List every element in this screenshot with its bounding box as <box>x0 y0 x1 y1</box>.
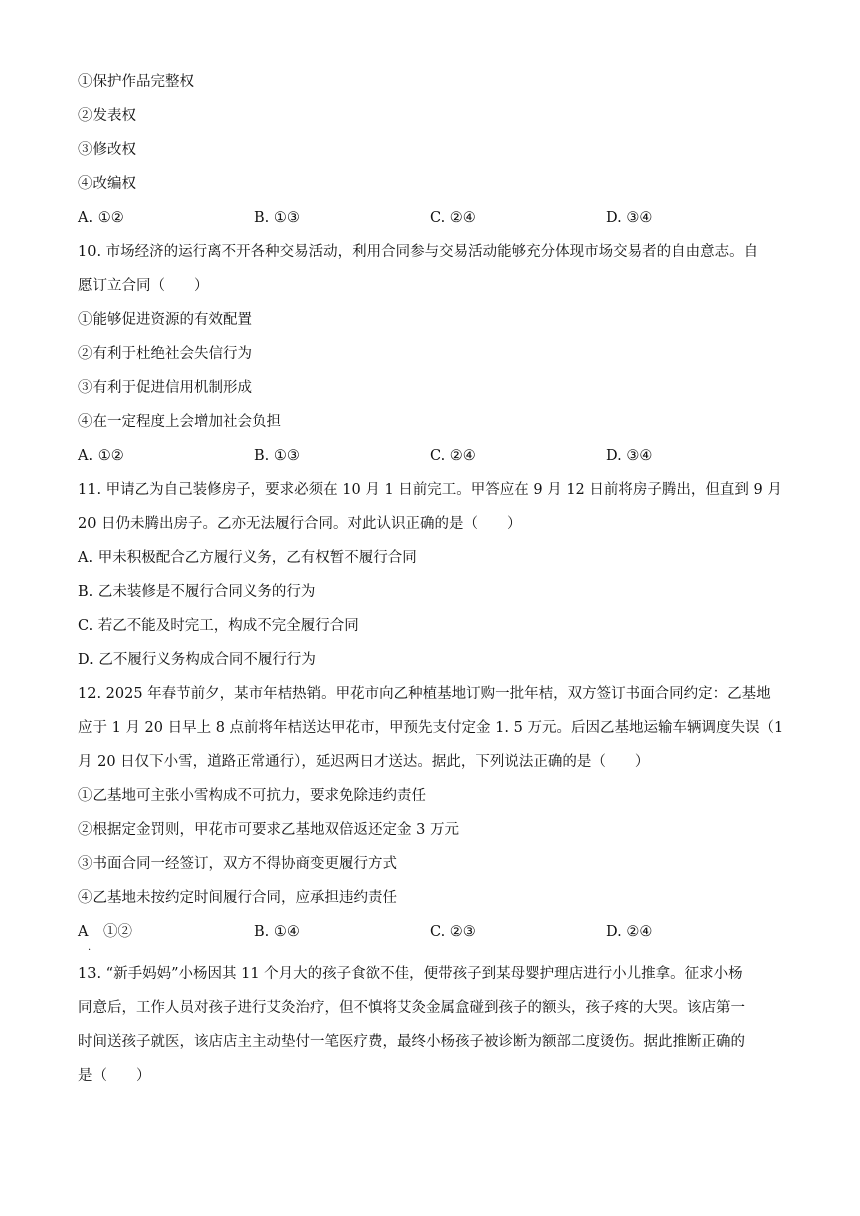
q10-item-1: ①能够促进资源的有效配置 <box>78 312 252 328</box>
q9-item-1: ①保护作品完整权 <box>78 74 194 90</box>
q10-item-2: ②有利于杜绝社会失信行为 <box>78 346 252 362</box>
q10-option-b[interactable]: B. ①③ <box>254 448 300 464</box>
q12-item-4: ④乙基地未按约定时间履行合同，应承担违约责任 <box>78 890 397 906</box>
q9-option-d[interactable]: D. ③④ <box>606 210 653 226</box>
q9-options <box>78 208 778 228</box>
q11-choice-d[interactable]: D. 乙不履行义务构成合同不履行行为 <box>78 652 316 668</box>
q10-option-a[interactable]: A. ①② <box>78 448 124 464</box>
q13-stem-line-2: 同意后，工作人员对孩子进行艾灸治疗，但不慎将艾灸金属盒碰到孩子的额头，孩子疼的大哭。该店第一 <box>78 1000 745 1016</box>
q12-item-2: ②根据定金罚则，甲花市可要求乙基地双倍返还定金 3 万元 <box>78 822 459 838</box>
q9-option-b[interactable]: B. ①③ <box>254 210 300 226</box>
q13-stem-line-3: 时间送孩子就医，该店店主主动垫付一笔医疗费，最终小杨孩子被诊断为额部二度烫伤。据此推断正确的 <box>78 1034 745 1050</box>
q12-item-1: ①乙基地可主张小雪构成不可抗力，要求免除违约责任 <box>78 788 426 804</box>
q10-stem-line-1: 10. 市场经济的运行离不开各种交易活动，利用合同参与交易活动能够充分体现市场交易者的自由意志。自 <box>78 244 759 260</box>
q10-item-4: ④在一定程度上会增加社会负担 <box>78 414 281 430</box>
q12-item-3: ③书面合同一经签订，双方不得协商变更履行方式 <box>78 856 397 872</box>
q13-stem-line-1: 13. “新手妈妈”小杨因其 11 个月大的孩子食欲不佳，便带孩子到某母婴护理店进行小儿推拿。征求小杨 <box>78 966 743 982</box>
q10-option-d[interactable]: D. ③④ <box>606 448 653 464</box>
q9-option-a[interactable]: A. ①② <box>78 210 124 226</box>
q12-option-a[interactable]: A ①② <box>78 924 132 940</box>
q11-stem-line-2: 20 日仍未腾出房子。乙亦无法履行合同。对此认识正确的是（ ） <box>78 516 522 532</box>
q9-item-4: ④改编权 <box>78 176 136 192</box>
q12-option-b[interactable]: B. ①④ <box>254 924 300 940</box>
q11-stem-line-1: 11. 甲请乙为自己装修房子，要求必须在 10 月 1 日前完工。甲答应在 9 月 12 日前将房子腾出，但直到 9 月 <box>78 482 782 498</box>
q12-option-a-dot: . <box>88 942 92 953</box>
q13-stem-line-4: 是（ ） <box>78 1068 151 1084</box>
q12-stem-line-1: 12. 2025 年春节前夕，某市年桔热销。甲花市向乙种植基地订购一批年桔，双方签订书面合同约定：乙基地 <box>78 686 771 702</box>
q12-option-c[interactable]: C. ②③ <box>430 924 476 940</box>
q10-item-3: ③有利于促进信用机制形成 <box>78 380 252 396</box>
q10-stem-line-2: 愿订立合同（ ） <box>78 278 209 294</box>
q11-choice-a[interactable]: A. 甲未积极配合乙方履行义务，乙有权暂不履行合同 <box>78 550 417 566</box>
q10-options <box>78 446 778 466</box>
q9-option-c[interactable]: C. ②④ <box>430 210 476 226</box>
q12-options <box>78 922 778 953</box>
q11-choice-b[interactable]: B. 乙未装修是不履行合同义务的行为 <box>78 584 316 600</box>
q11-choice-c[interactable]: C. 若乙不能及时完工，构成不完全履行合同 <box>78 618 359 634</box>
q12-stem-line-3: 月 20 日仅下小雪，道路正常通行），延迟两日才送达。据此，下列说法正确的是（ ） <box>78 754 650 770</box>
q9-item-3: ③修改权 <box>78 142 136 158</box>
q10-option-c[interactable]: C. ②④ <box>430 448 476 464</box>
q12-option-d[interactable]: D. ②④ <box>606 924 653 940</box>
q9-item-2: ②发表权 <box>78 108 136 124</box>
q12-stem-line-2: 应于 1 月 20 日早上 8 点前将年桔送达甲花市，甲预先支付定金 1. 5 万元。后因乙基地运输车辆调度失误（1 <box>78 720 784 736</box>
